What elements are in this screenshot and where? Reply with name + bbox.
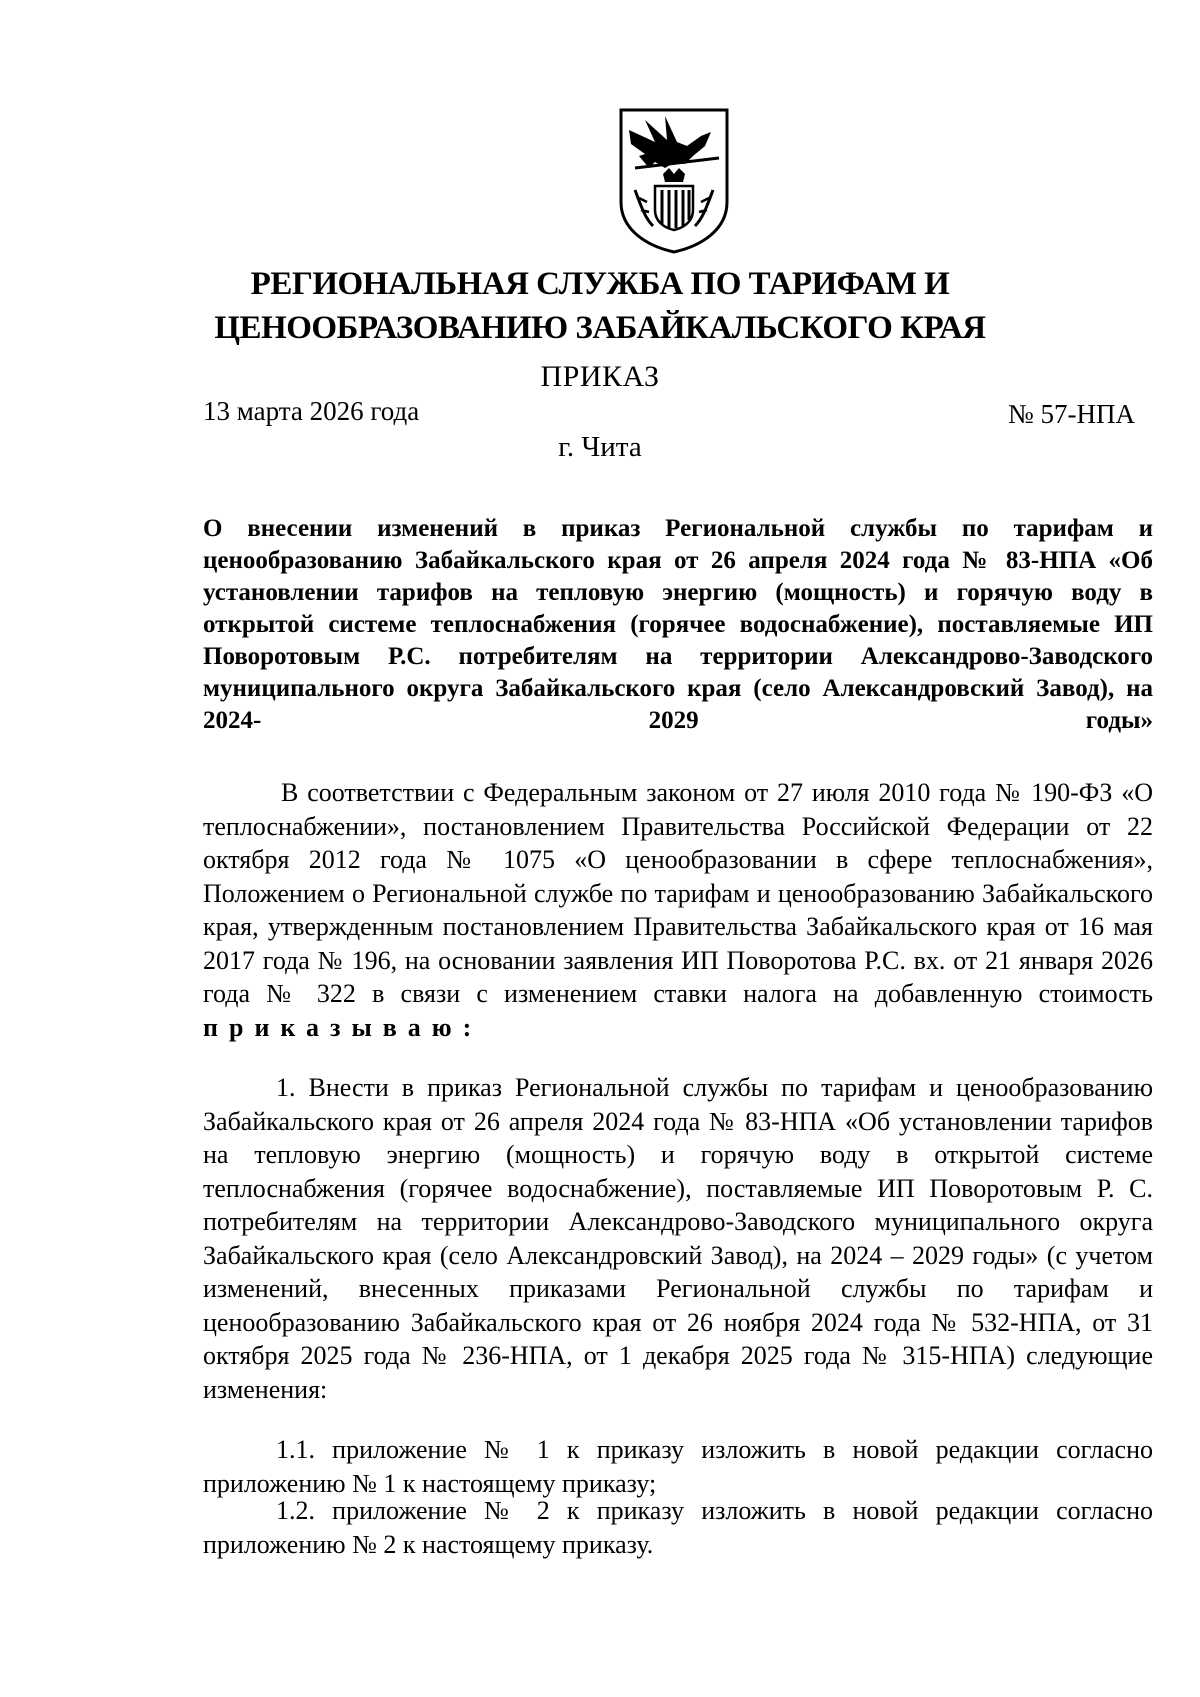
coat-of-arms-icon	[615, 106, 733, 254]
decree-word: приказываю:	[203, 1012, 483, 1042]
document-subject: О внесении изменений в приказ Региональной службы по тарифам и ценообразованию Забайкальского края от 26 апреля 2024 года № 83-НПА «Об установлении тарифов на тепловую энергию (мощность) и горячую воду в открытой системе теплоснабжения (горячее водоснабжение), поставляемые ИП Поворотовым Р.С. потребителям на территории Александрово-Заводского муниципального округа Забайкальского края (село Александровский Завод), на 2024- 2029 годы»	[203, 515, 1153, 734]
organization-name-line-2: ЦЕНООБРАЗОВАНИЮ ЗАБАЙКАЛЬСКОГО КРАЯ	[214, 310, 986, 346]
organization-name-line-1: РЕГИОНАЛЬНАЯ СЛУЖБА ПО ТАРИФАМ И	[250, 266, 950, 302]
clause-1-1: 1.1. приложение № 1 к приказу изложить в новой редакции согласно приложению № 1 к настоящему приказу;	[203, 1435, 1153, 1498]
document-type: ПРИКАЗ	[540, 360, 660, 393]
document-city: г. Чита	[558, 431, 642, 463]
clause-1: 1. Внести в приказ Региональной службы по тарифам и ценообразованию Забайкальского края от 26 апреля 2024 года № 83-НПА «Об установлении тарифов на тепловую энергию (мощность) и горячую воду в открытой системе теплоснабжения (горячее водоснабжение), поставляемые ИП Поворотовым Р. С. потребителям на территории Александрово-Заводского муниципального округа Забайкальского края (село Александровский Завод), на 2024 – 2029 годы» (с учетом изменений, внесенных приказами Региональной службы по тарифам и ценообразованию Забайкальского края от 26 ноября 2024 года № 532-НПА, от 31 октября 2025 года № 236-НПА, от 1 декабря 2025 года № 315-НПА) следующие изменения:	[203, 1073, 1153, 1404]
clause-1-2: 1.2. приложение № 2 к приказу изложить в новой редакции согласно приложению № 2 к настоящему приказу.	[203, 1496, 1153, 1559]
organization-name	[0, 262, 1200, 350]
document-number: № 57-НПА	[1008, 399, 1135, 429]
preamble-paragraph	[203, 776, 1153, 1044]
preamble-text: В соответствии с Федеральным законом от 27 июля 2010 года № 190-ФЗ «О теплоснабжении», постановлением Правительства Российской Федерации от 22 октября 2012 года № 1075 «О ценообразовании в сфере теплоснабжения», Положением о Региональной службе по тарифам и ценообразованию Забайкальского края, утвержденным постановлением Правительства Забайкальского края от 16 мая 2017 года № 196, на основании заявления ИП Поворотова Р.С. вх. от 21 января 2026 года № 322 в связи с изменением ставки налога на добавленную стоимость	[203, 778, 1153, 1008]
document-date: 13 марта 2026 года	[203, 396, 420, 426]
